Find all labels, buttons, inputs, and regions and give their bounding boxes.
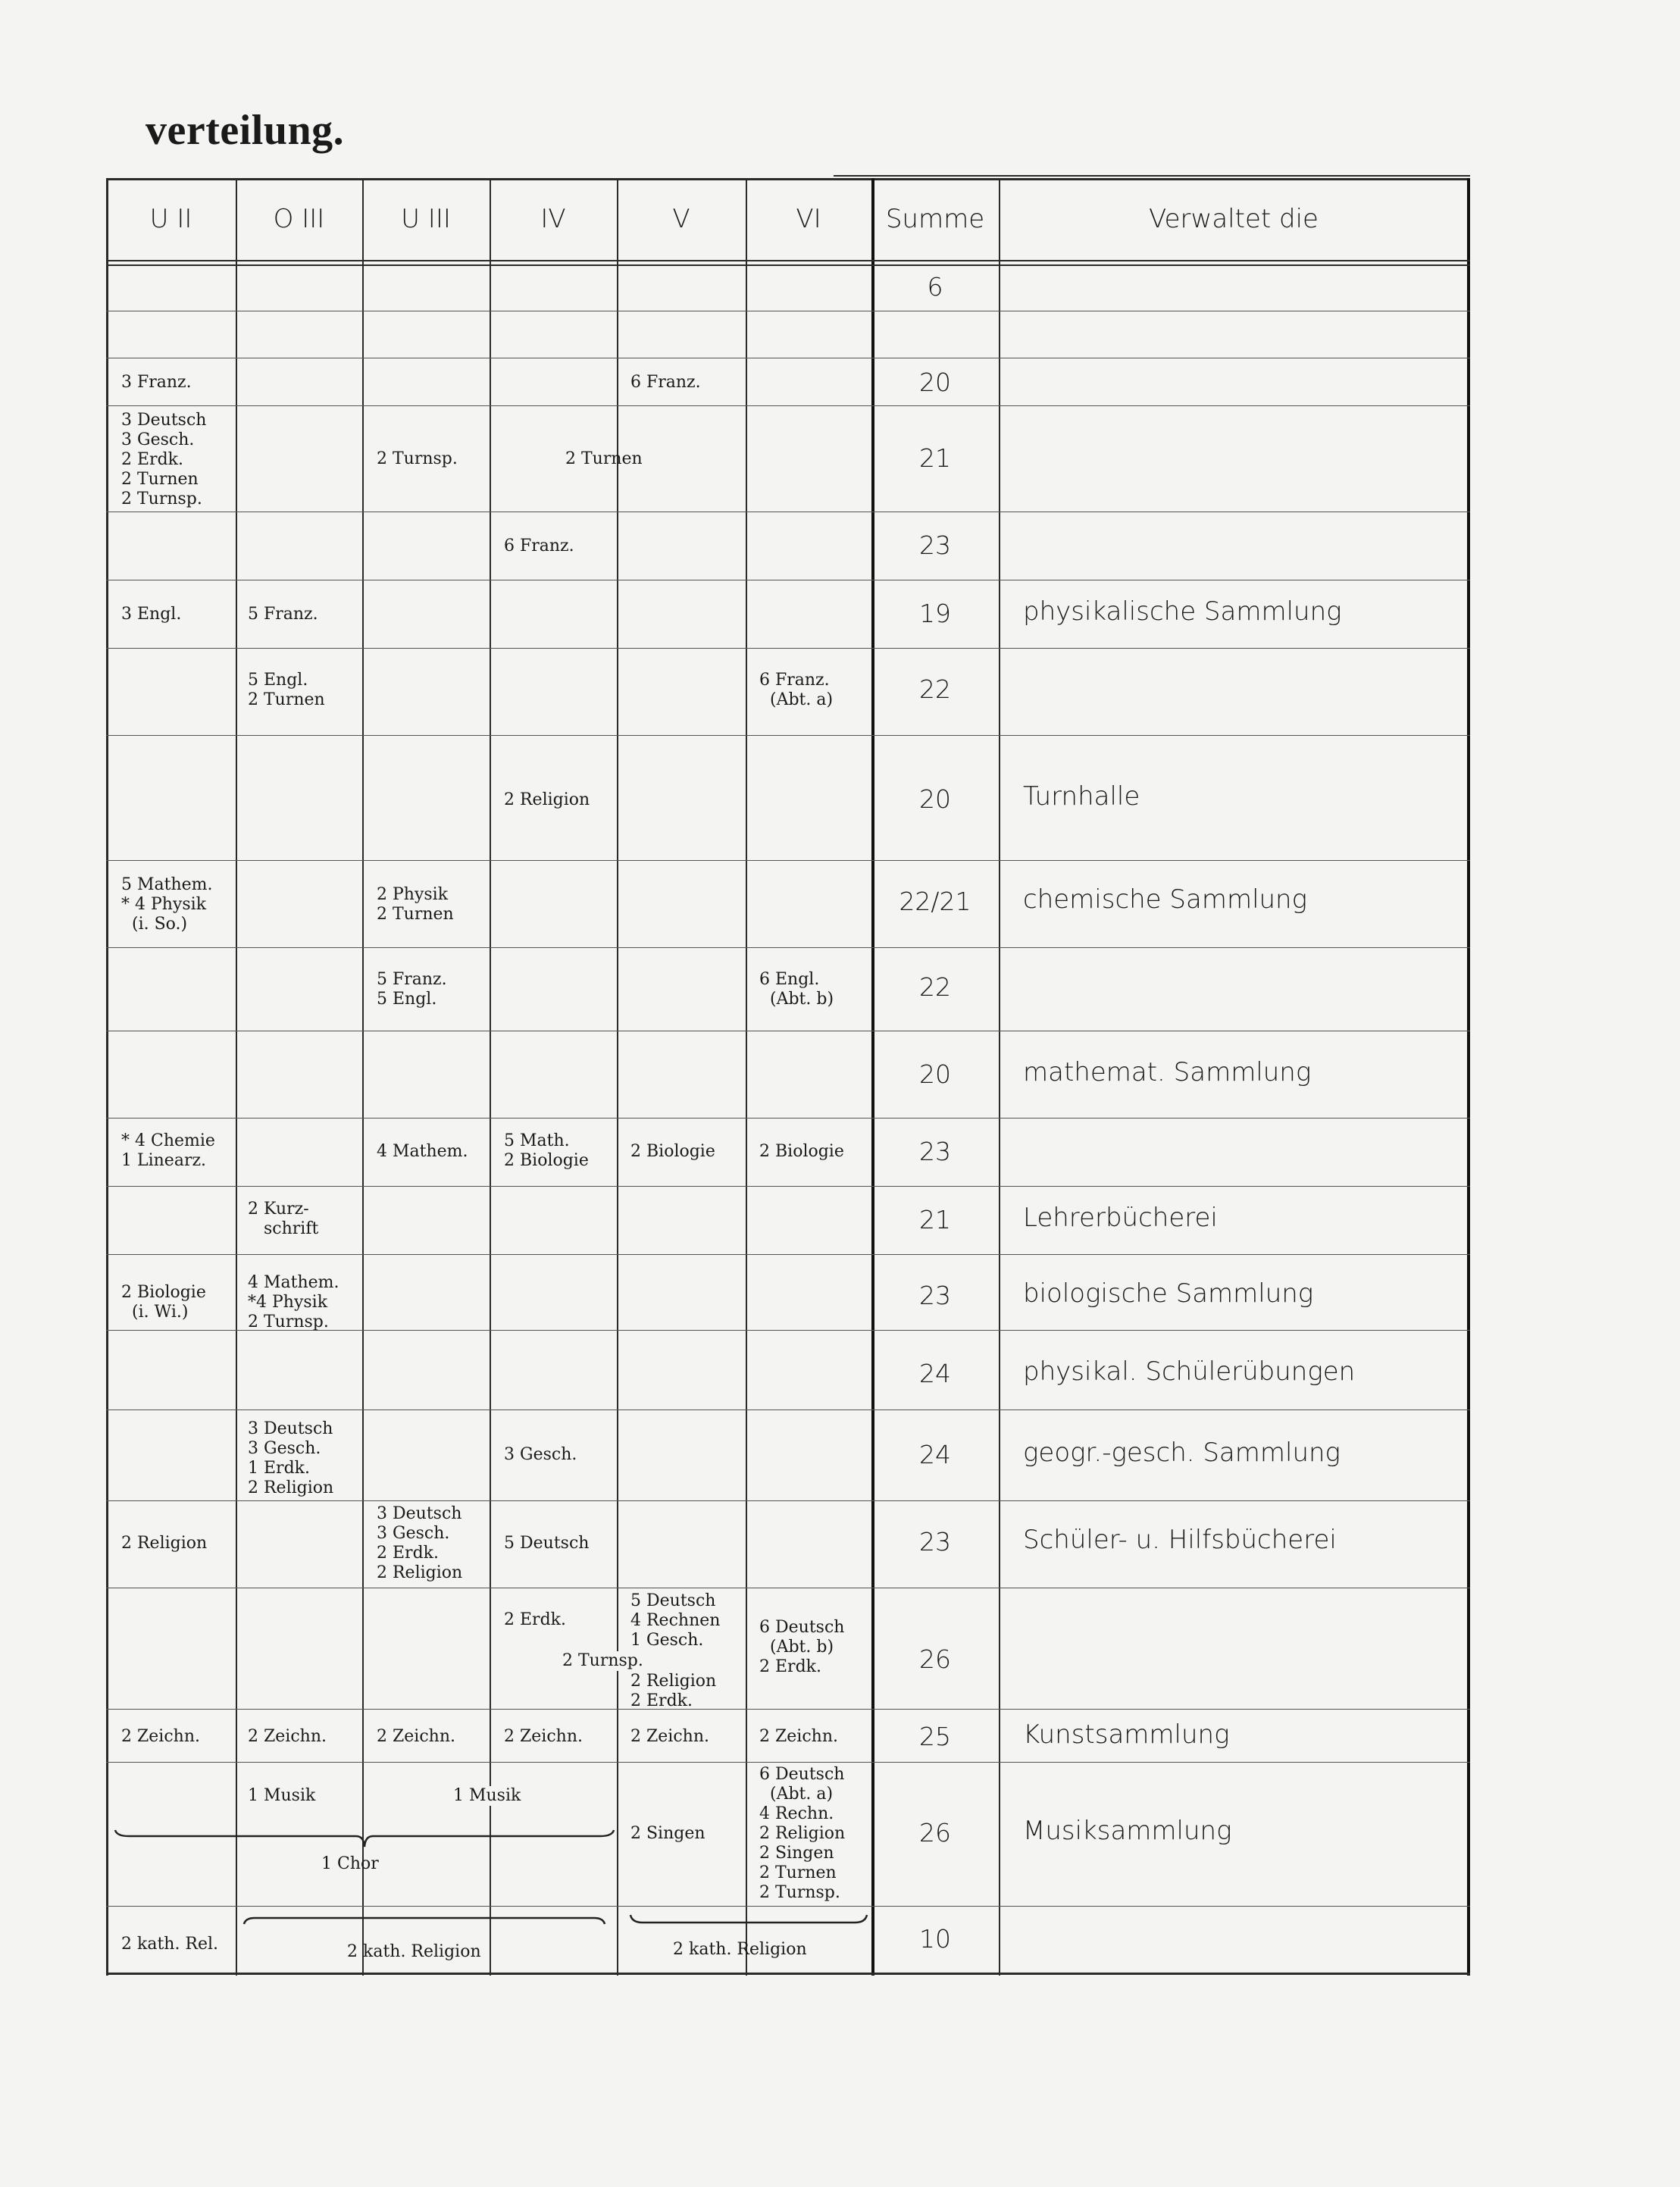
table-bottom-rule: [106, 1973, 1470, 1975]
header-summe: Summe: [885, 204, 985, 234]
row-rule: [106, 1906, 1470, 1907]
kath-religion-brace-left: [242, 1912, 606, 1929]
table-cell: 2 Zeichn.: [121, 1727, 200, 1746]
table-cell: 2 Biologie (i. Wi.): [121, 1283, 206, 1322]
admin-label: Lehrerbücherei: [1023, 1203, 1218, 1233]
table-cell: 6 Franz. (Abt. a): [759, 671, 834, 709]
col-divider-5: [746, 178, 747, 1976]
row-sum: 10: [919, 1924, 951, 1954]
table-cell: 3 Deutsch 3 Gesch. 2 Erdk. 2 Religion: [377, 1504, 463, 1582]
table-cell: 2 Kurz- schrift: [248, 1200, 319, 1238]
admin-label: chemische Sammlung: [1023, 884, 1308, 915]
col-divider-7: [999, 178, 1000, 1976]
row-sum: 23: [919, 530, 951, 560]
table-cell: 5 Franz.: [248, 605, 318, 624]
header-vi: VI: [796, 204, 821, 234]
row-sum: 23: [919, 1137, 951, 1166]
row-rule: [106, 860, 1470, 861]
table-cell: 2 Zeichn.: [630, 1727, 709, 1746]
table-cell: 6 Deutsch (Abt. b) 2 Erdk.: [759, 1618, 845, 1676]
table-cell: 1 Chor: [321, 1854, 379, 1873]
table-cell: 6 Franz.: [630, 373, 701, 392]
table-cell: 2 Erdk.: [504, 1610, 566, 1629]
table-cell: 6 Engl. (Abt. b): [759, 970, 834, 1009]
chor-brace: [114, 1829, 615, 1850]
table-cell: 2 kath. Religion: [673, 1940, 807, 1959]
col-divider-3: [490, 178, 491, 1976]
header-o-iii: O III: [273, 204, 325, 234]
table-cell: 2 Zeichn.: [377, 1727, 455, 1746]
table-cell: 3 Franz.: [121, 373, 192, 392]
distribution-table: [106, 178, 1470, 1976]
table-cell: 2 Physik 2 Turnen: [377, 885, 454, 924]
header-u-iii: U III: [401, 204, 451, 234]
col-divider-4: [617, 178, 618, 1976]
admin-label: mathemat. Sammlung: [1023, 1057, 1312, 1087]
table-cell: 1 Musik: [248, 1786, 316, 1805]
table-cell: 3 Deutsch 3 Gesch. 2 Erdk. 2 Turnen 2 Turnsp.: [121, 411, 207, 508]
table-cell: 2 Turnsp.: [562, 1651, 643, 1670]
row-sum: 25: [919, 1722, 951, 1751]
admin-label: Turnhalle: [1023, 781, 1140, 812]
row-sum: 6: [927, 272, 943, 302]
row-sum: 20: [919, 368, 951, 397]
admin-label: physikalische Sammlung: [1023, 596, 1342, 627]
kath-religion-brace-right: [629, 1912, 868, 1929]
header-rule-1: [106, 260, 1470, 261]
table-cell: 2 Turnsp.: [377, 449, 458, 468]
row-rule: [106, 735, 1470, 736]
row-sum: 22/21: [899, 887, 971, 916]
table-cell: 5 Math. 2 Biologie: [504, 1131, 589, 1170]
table-cell: 2 kath. Religion: [347, 1942, 481, 1961]
row-rule: [106, 947, 1470, 948]
table-cell: 3 Engl.: [121, 605, 182, 624]
admin-label: Musiksammlung: [1023, 1816, 1232, 1846]
table-cell: 4 Mathem. *4 Physik 2 Turnsp.: [248, 1273, 339, 1331]
admin-label: geogr.-gesch. Sammlung: [1023, 1438, 1341, 1468]
table-cell: 2 Religion: [121, 1534, 208, 1553]
table-cell: 3 Gesch.: [504, 1445, 577, 1464]
admin-label: biologische Sammlung: [1023, 1278, 1314, 1309]
table-cell: 5 Mathem. * 4 Physik (i. So.): [121, 875, 213, 934]
col-divider-1: [236, 178, 237, 1976]
table-cell: 6 Franz.: [504, 537, 574, 555]
table-cell: 2 Turnen: [565, 449, 643, 468]
table-cell: 2 kath. Rel.: [121, 1935, 219, 1954]
row-sum: 20: [919, 784, 951, 814]
header-u-ii: U II: [149, 204, 192, 234]
row-sum: 24: [919, 1359, 951, 1388]
row-sum: 20: [919, 1059, 951, 1089]
admin-label: physikal. Schülerübungen: [1023, 1356, 1356, 1387]
table-cell: 2 Zeichn.: [504, 1727, 583, 1746]
table-cell: 2 Religion: [504, 790, 590, 809]
table-right-border: [1467, 178, 1470, 1976]
row-sum: 24: [919, 1440, 951, 1469]
table-top-rule-upper: [834, 175, 1470, 177]
row-sum: 19: [919, 599, 951, 628]
header-v: V: [672, 204, 690, 234]
table-cell: 5 Deutsch 4 Rechnen 1 Gesch.: [630, 1591, 721, 1650]
page-title: verteilung.: [145, 107, 345, 154]
table-cell: * 4 Chemie 1 Linearz.: [121, 1131, 215, 1170]
table-cell: 2 Singen: [630, 1824, 705, 1843]
header-rule-2: [106, 264, 1470, 266]
row-rule: [106, 648, 1470, 649]
row-sum: 22: [919, 674, 951, 704]
table-cell: 2 Biologie: [759, 1142, 844, 1161]
table-cell: 2 Zeichn.: [759, 1727, 838, 1746]
table-cell: 3 Deutsch 3 Gesch. 1 Erdk. 2 Religion: [248, 1419, 334, 1497]
row-rule: [106, 1186, 1470, 1187]
row-sum: 22: [919, 972, 951, 1002]
table-left-border: [106, 178, 108, 1976]
row-rule: [106, 1709, 1470, 1710]
row-rule: [106, 1254, 1470, 1255]
table-cell: 2 Biologie: [630, 1142, 715, 1161]
table-cell: 6 Deutsch (Abt. a) 4 Rechn. 2 Religion 2 Singen 2 Turnen 2 Turnsp.: [759, 1765, 846, 1902]
col-divider-2: [362, 178, 364, 1976]
table-cell: 5 Franz. 5 Engl.: [377, 970, 447, 1009]
table-cell: 1 Musik: [453, 1786, 521, 1805]
row-sum: 26: [919, 1644, 951, 1674]
row-rule: [106, 1500, 1470, 1501]
row-sum: 26: [919, 1818, 951, 1848]
table-cell: 5 Deutsch: [504, 1534, 590, 1553]
row-sum: 21: [919, 1205, 951, 1234]
header-verwaltet-die: Verwaltet die: [1149, 204, 1319, 234]
row-rule: [106, 405, 1470, 406]
row-rule: [106, 1118, 1470, 1119]
row-sum: 21: [919, 443, 951, 473]
row-sum: 23: [919, 1281, 951, 1310]
table-cell: 4 Mathem.: [377, 1142, 468, 1161]
table-cell: 2 Religion 2 Erdk.: [630, 1672, 717, 1710]
table-cell: 5 Engl. 2 Turnen: [248, 671, 325, 709]
table-cell: 2 Zeichn.: [248, 1727, 327, 1746]
admin-label: Schüler- u. Hilfsbücherei: [1023, 1525, 1337, 1555]
row-rule: [106, 1762, 1470, 1763]
header-iv: IV: [540, 204, 566, 234]
admin-label: Kunstsammlung: [1023, 1719, 1230, 1750]
row-sum: 23: [919, 1527, 951, 1557]
